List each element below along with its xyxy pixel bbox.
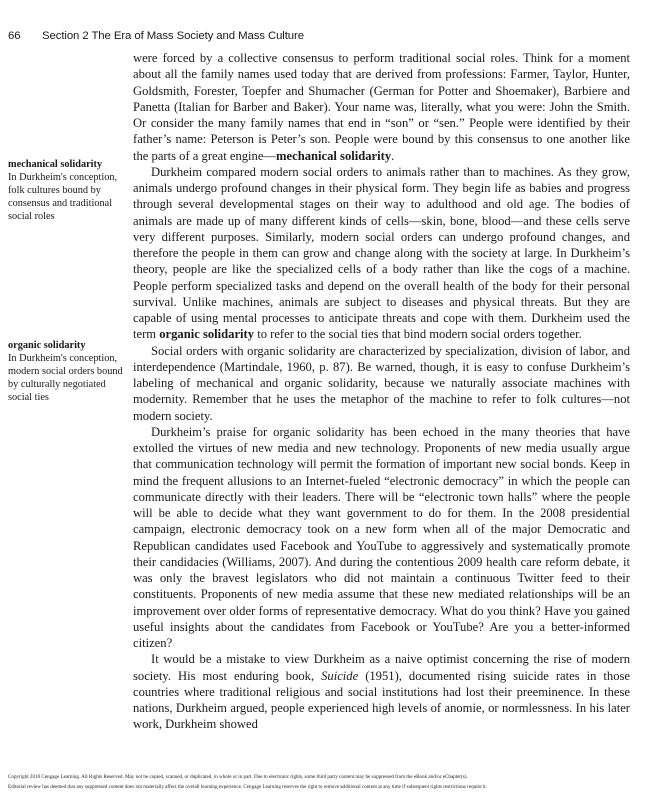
body-text: [133, 50, 630, 733]
paragraph: It would be a mistake to view Durkheim as a naive optimist concerning the rise of modern society. His most enduring book, Suicide (1951), documented rising suicide rates in those countries where traditional religious and social institutions had lost their preeminence. In these nations, Durkheim argued, people experienced high levels of anomie, or normlessness. In his later work, Durkheim showed: [133, 652, 630, 732]
page-number: 66: [8, 30, 21, 42]
glossary-term: mechanical solidarity: [8, 159, 103, 170]
editorial-notice: Editorial review has deemed that any suppressed content does not materially affect the overall learning experience. Cengage Learning reserves the right to remove additional content at any time if subsequent rights restrictions require it.: [8, 784, 487, 790]
margin-glossary-organic-solidarity: [8, 340, 126, 405]
copyright-notice: Copyright 2010 Cengage Learning. All Rights Reserved. May not be copied, scanned, or duplicated, in whole or in part. Due to electronic rights, some third party content may be suppressed from the eBook and/or eChapter(s).: [8, 774, 468, 780]
key-term: organic solidarity: [159, 327, 255, 342]
running-header: [8, 30, 628, 42]
key-term: mechanical solidarity: [276, 148, 392, 163]
glossary-definition: In Durkheim's conception, folk cultures bound by consensus and traditional social roles: [8, 171, 118, 222]
section-title: Section 2 The Era of Mass Society and Mass Culture: [42, 30, 304, 42]
paragraph: Durkheim compared modern social orders to animals rather than to machines. As they grow, animals undergo profound changes in their physical form. They begin life as babies and progress through several developmental stages on their way to adulthood and old age. The bodies of animals are made up of many different kinds of cells—skin, bone, blood—and these cells serve very different purposes. Similarly, modern social orders can undergo profound changes, and therefore the people in them can grow and change along with the society at large. In Durkheim’s theory, people are like the specialized cells of a body rather than like the cogs of a machine. People perform specialized tasks and depend on the overall health of the body for their personal survival. Unlike machines, animals are subject to diseases and physical threats. But they are capable of using mental processes to anticipate threats and cope with them. Durkheim used the term organic solidarity to refer to the social ties that bind modern social orders together.: [133, 164, 630, 342]
paragraph: were forced by a collective consensus to perform traditional social roles. Think for a moment about all the family names used today that are derived from professions: Farmer, Taylor, Hunter, Goldsmith, Forester, Toepfer and Shumacher (German for Potter and Shoemaker), Barbiere and Panetta (Italian for Barber and Baker). Your name was, literally, what you were: John the Smith. Or consider the many family names that end in “son” or “sen.” People were identified by their father’s name: Peterson is Peter’s son. People were bound by this consensus to one another like the parts of a great engine—mechanical solidarity.: [133, 51, 630, 163]
book-title: Suicide: [321, 668, 359, 683]
margin-glossary-mechanical-solidarity: [8, 159, 126, 224]
glossary-definition: In Durkheim's conception, modern social orders bound by culturally negotiated social ties: [8, 352, 123, 403]
glossary-term: organic solidarity: [8, 340, 86, 351]
paragraph: Social orders with organic solidarity are characterized by specialization, division of labor, and interdependence (Martindale, 1960, p. 87). Be warned, though, it is easy to confuse Durkheim’s labeling of mechanical and organic solidarity, because we naturally associate machines with modernity. Remember that he uses the metaphor of the machine to refer to folk cultures—not modern society.: [133, 343, 630, 423]
paragraph: Durkheim’s praise for organic solidarity has been echoed in the many theories that have extolled the virtues of new media and new technology. Proponents of new media usually argue that communication technology will permit the formation of important new social bonds. Keep in mind the frequent allusions to an Internet-fueled “electronic democracy” in which the people can communicate directly with their leaders. There will be “electronic town halls” where the people will be able to decide what they want government to do for them. In the 2008 presidential campaign, electronic democracy took on a new form when all of the major Democratic and Republican candidates used Facebook and YouTube to aggressively and systematically promote their candidacies (Williams, 2007). And during the contentious 2009 health care reform debate, it was only the bravest legislators who did not maintain a continuous Twitter feed to their constituents. Proponents of new media assume that these new mediated relationships will be an improvement over older forms of representative democracy. What do you think? Have you gained useful insights about the candidates from Facebook or YouTube? Are you a better-informed citizen?: [133, 424, 630, 650]
